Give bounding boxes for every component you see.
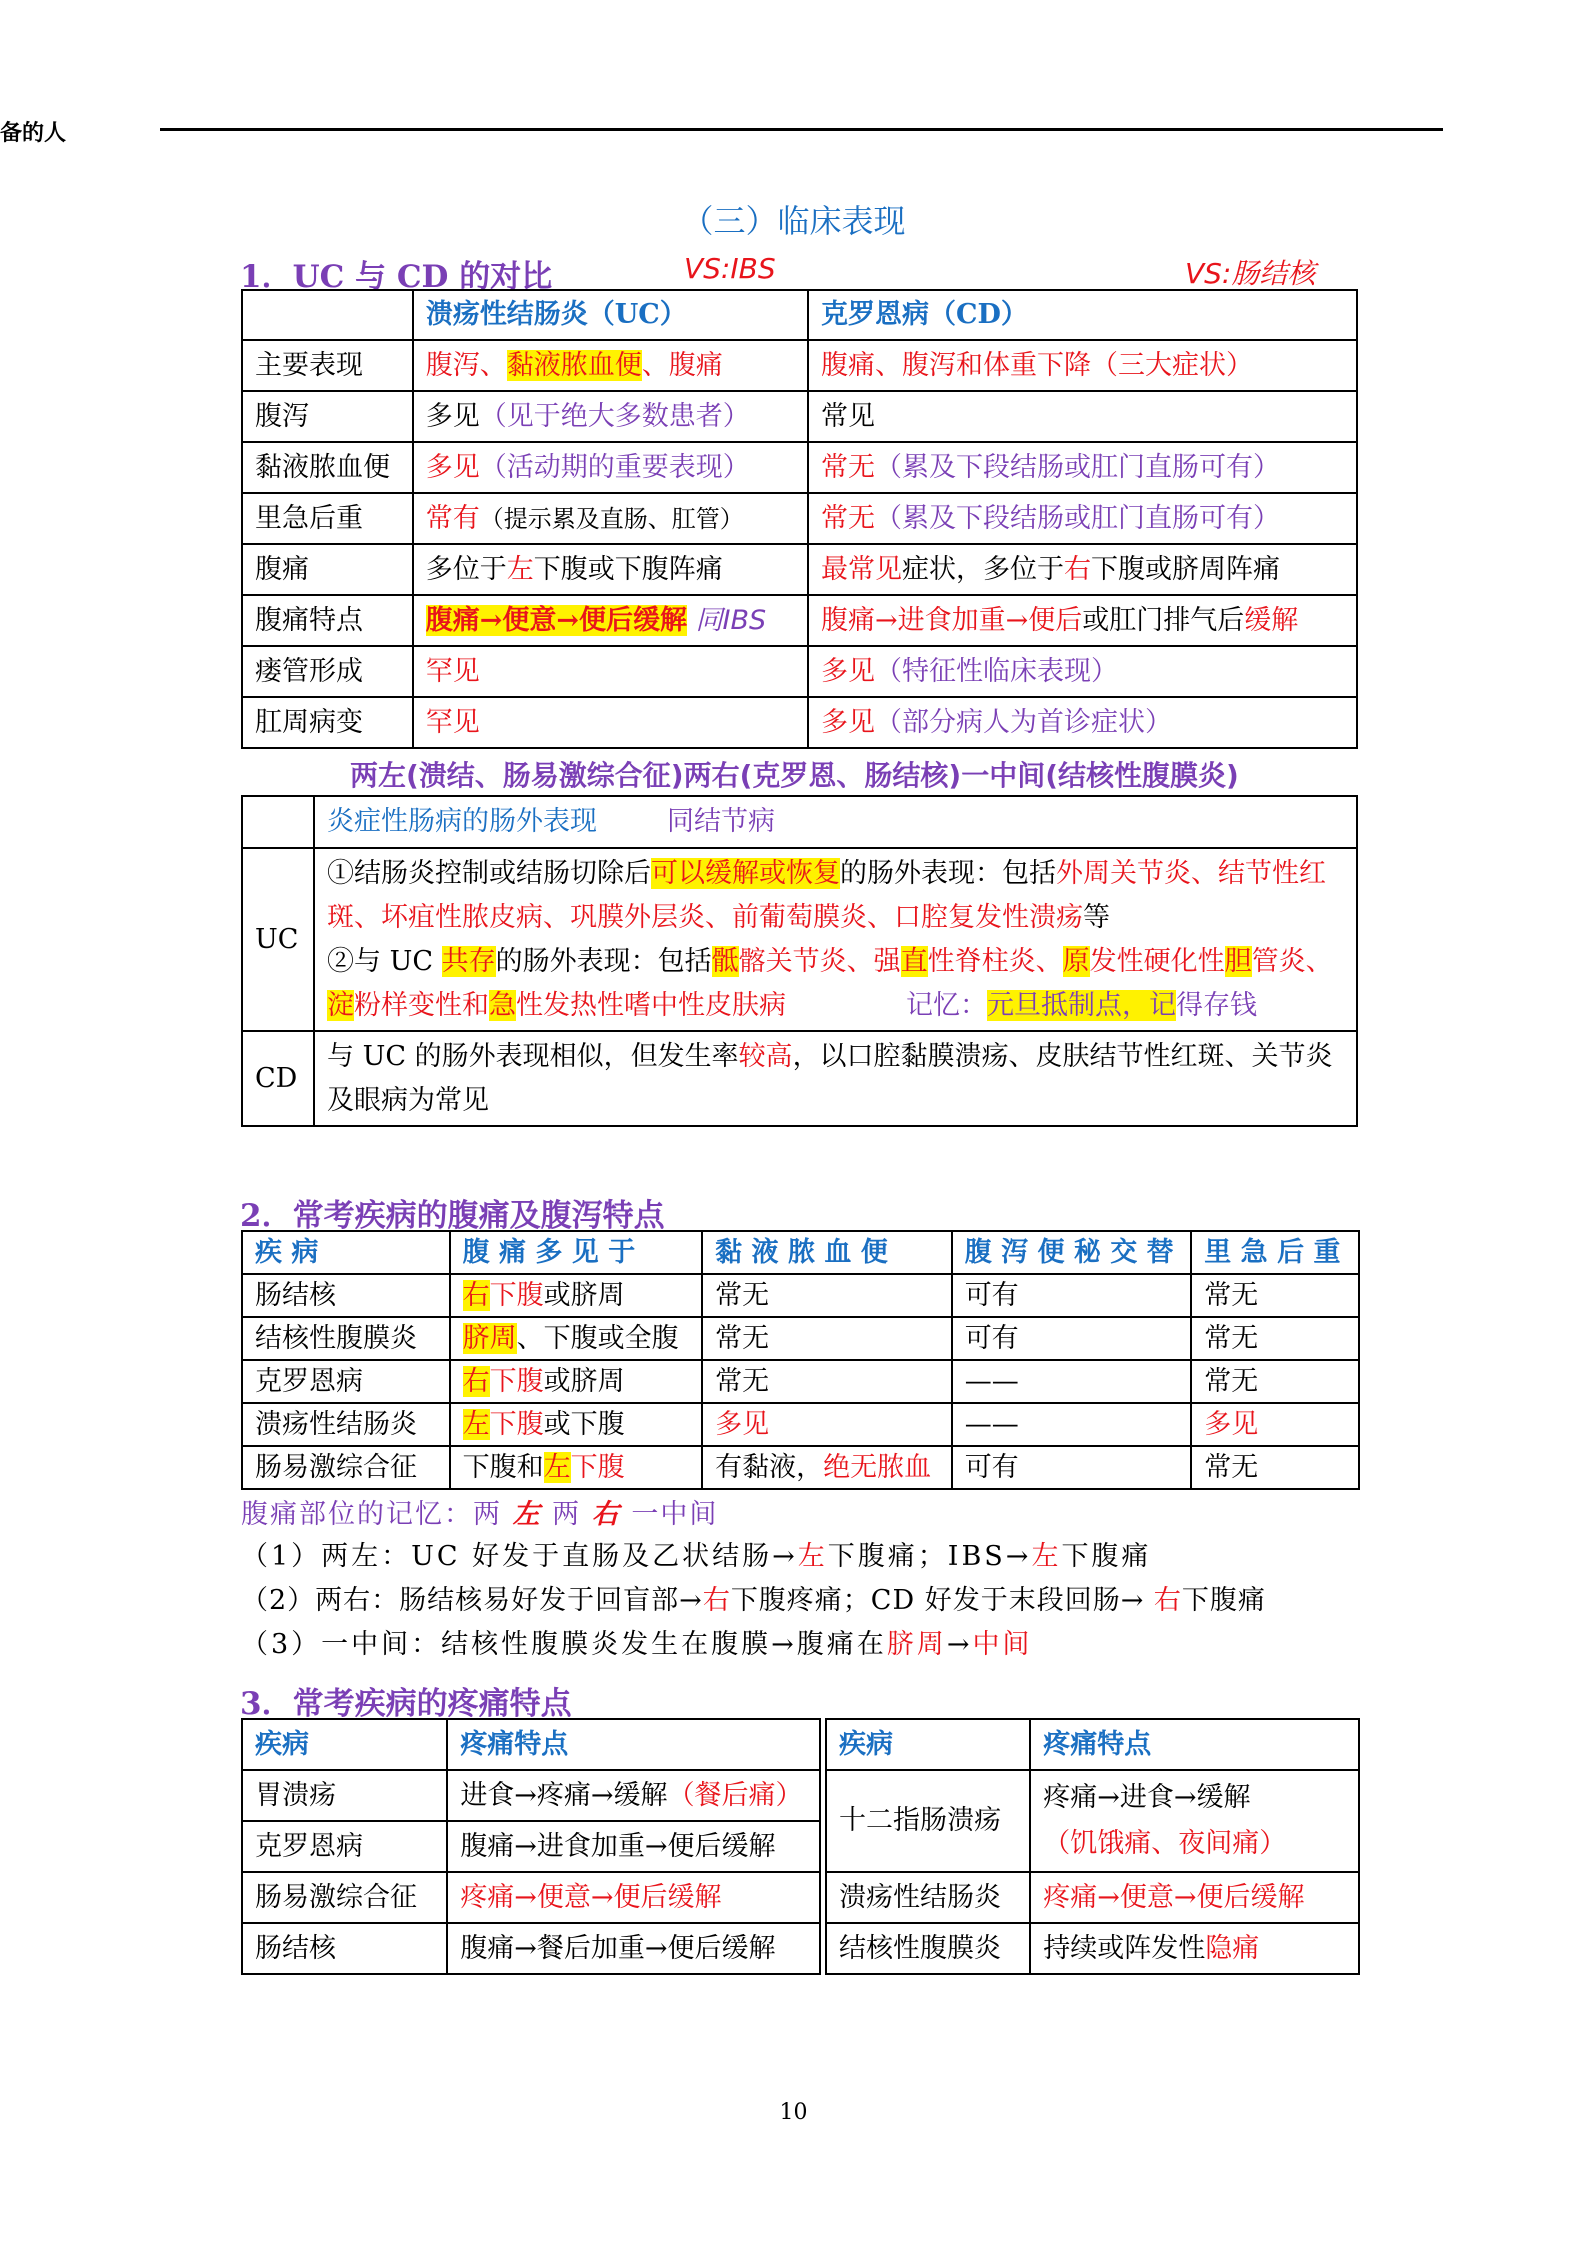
highlight-text: 左 (543, 1451, 571, 1483)
cell-text: 最常见 (821, 553, 903, 585)
row-label: CD (242, 1031, 314, 1126)
highlight-text: 元旦抵制点，记 (986, 989, 1176, 1021)
note-text: 脐周 (886, 1629, 947, 1660)
row-label: 克罗恩病 (242, 1360, 450, 1403)
pain-features-table-left (241, 1718, 821, 1975)
cell-text: 常有 (425, 502, 480, 534)
table-cell (413, 544, 808, 595)
table-cell (808, 697, 1357, 748)
table-header: 疼痛特点 (1030, 1719, 1359, 1770)
table-row (242, 595, 1357, 646)
table-header: 腹 泻 便 秘 交 替 (952, 1231, 1192, 1274)
cell-text: 缓解 (1244, 604, 1299, 636)
highlight-text: 急 (488, 989, 516, 1021)
table-cell: 常见 (808, 391, 1357, 442)
row-label: 溃疡性结肠炎 (242, 1403, 450, 1446)
page-heading: （三）临床表现 (681, 202, 906, 240)
table-row (242, 1923, 820, 1974)
row-label: 结核性腹膜炎 (826, 1923, 1030, 1974)
cell-text: 左 (506, 553, 534, 585)
row-label: 黏液脓血便 (242, 442, 413, 493)
cell-text: 多见 (821, 655, 876, 687)
cell-text: 下腹和 (462, 1451, 544, 1483)
highlight-text: 黏液脓血便 (506, 349, 642, 381)
note-text: （3）一中间：结核性腹膜炎发生在腹膜→腹痛在 (241, 1629, 887, 1660)
highlight-text: 右 (462, 1279, 490, 1311)
cell-text: （累及下段结肠或肛门直肠可有） (875, 451, 1281, 483)
cell-text: ，以口腔黏膜溃疡、皮肤结节性红斑、关节炎及眼病为常见 (326, 1040, 1333, 1116)
table-cell (808, 595, 1357, 646)
cell-text: 等 (1082, 901, 1110, 933)
cell-text: 腹泻、 (425, 349, 507, 381)
row-label: 主要表现 (242, 340, 413, 391)
table-header: 疾 病 (242, 1231, 450, 1274)
note-text: 两 (541, 1499, 592, 1530)
note-text: 下腹痛 (1181, 1585, 1266, 1616)
cell-text: 右 (1064, 553, 1092, 585)
cell-text: 疼痛→进食→缓解 (1043, 1782, 1251, 1813)
cell-text: 绝无脓血 (823, 1451, 932, 1483)
highlight-text: 骶 (711, 945, 739, 977)
table-row (242, 1872, 820, 1923)
cell-text: （特征性临床表现） (875, 655, 1119, 687)
highlight-text: 原 (1062, 945, 1090, 977)
vs-ibs-note: VS:IBS (684, 252, 776, 285)
cell-text: 下腹或下腹阵痛 (533, 553, 723, 585)
row-label: 腹泻 (242, 391, 413, 442)
table-row (826, 1872, 1359, 1923)
table-cell: 多见 (702, 1403, 952, 1446)
cell-text: 隐痛 (1205, 1932, 1260, 1964)
table-cell: 常无 (1191, 1360, 1359, 1403)
cell-text: （饥饿痛、夜间痛） (1043, 1828, 1287, 1859)
cell-text: 性发热性嗜中性皮肤病 (515, 989, 786, 1021)
note-text: （2）两右：肠结核易好发于回盲部→ (241, 1585, 703, 1616)
table-cell: 腹痛→餐后加重→便后缓解 (447, 1923, 820, 1974)
cell-text: ②与 UC (326, 945, 442, 977)
table-cell: 罕见 (413, 646, 808, 697)
table-cell: —— (952, 1360, 1192, 1403)
row-label: 腹痛 (242, 544, 413, 595)
row-label: 肠易激综合征 (242, 1446, 450, 1489)
pain-features-table-right (825, 1718, 1360, 1975)
section-3-title: 3．常考疾病的疼痛特点 (240, 1686, 572, 1722)
table-cell (808, 442, 1357, 493)
note-text: 下腹疼痛；CD 好发于末段回肠→ (730, 1585, 1154, 1616)
table-header: 腹 痛 多 见 于 (450, 1231, 703, 1274)
table-cell: 常无 (1191, 1274, 1359, 1317)
table-cell (808, 493, 1357, 544)
note-text: 下腹痛 (1061, 1541, 1152, 1572)
row-label: 肠结核 (242, 1923, 447, 1974)
table-cell: 可有 (952, 1446, 1192, 1489)
table-cell (314, 796, 1357, 848)
cell-text: 多见 (425, 400, 480, 432)
note-text: 左 (797, 1541, 828, 1572)
cell-text: （提示累及直肠、肛管） (479, 504, 744, 533)
cell-text: 常无 (821, 451, 876, 483)
cell-text: ①结肠炎控制或结肠切除后 (326, 857, 651, 889)
cell-text: 有黏液， (715, 1451, 824, 1483)
table-cell: 腹痛、腹泻和体重下降（三大症状） (808, 340, 1357, 391)
cell-text: （部分病人为首诊症状） (875, 706, 1173, 738)
cell-text: 下腹 (489, 1365, 544, 1397)
table-row (242, 391, 1357, 442)
header-uc: 溃疡性结肠炎（UC） (413, 290, 808, 340)
page-number: 10 (779, 2100, 808, 2125)
table-cell (413, 493, 808, 544)
cell-text: 下腹 (489, 1408, 544, 1440)
table-cell (314, 848, 1357, 1031)
note-text: → (946, 1629, 973, 1660)
highlight-text: 腹痛→便意→便后缓解 (425, 604, 687, 636)
abdominal-pain-table (241, 1230, 1360, 1490)
cell-text: 多见 (425, 451, 480, 483)
note-text: 中间 (972, 1629, 1033, 1660)
table-cell (450, 1403, 703, 1446)
table-cell: 常无 (1191, 1446, 1359, 1489)
table-cell: 疼痛→便意→便后缓解 (447, 1872, 820, 1923)
cell-text: 的肠外表现：包括 (839, 857, 1056, 889)
cell-text: 较高 (738, 1040, 793, 1072)
table-cell: 腹痛→进食加重→便后缓解 (447, 1821, 820, 1872)
cell-text: 症状，多位于 (902, 553, 1065, 585)
table-cell (450, 1317, 703, 1360)
cell-text: 管炎、 (1251, 945, 1333, 977)
cell-text: 得存钱 (1175, 989, 1257, 1021)
table-header: 黏 液 脓 血 便 (702, 1231, 952, 1274)
table-row (242, 544, 1357, 595)
section-2-title: 2．常考疾病的腹痛及腹泻特点 (240, 1198, 665, 1234)
row-label: 肛周病变 (242, 697, 413, 748)
note-text: （1）两左：UC 好发于直肠及乙状结肠→ (241, 1541, 798, 1572)
note-text: 一中间 (620, 1499, 719, 1530)
vs-tb-note: VS:肠结核 (1185, 257, 1316, 290)
table-cell (1030, 1770, 1359, 1872)
table-cell (808, 544, 1357, 595)
table-cell: 常无 (702, 1317, 952, 1360)
cell-text: 的肠外表现：包括 (495, 945, 712, 977)
table-cell: —— (952, 1403, 1192, 1446)
note-line-3 (241, 1622, 1032, 1661)
table-header: 疾病 (242, 1719, 447, 1770)
cell-text: 下腹 (570, 1451, 625, 1483)
note-text: 下腹痛；IBS→ (827, 1541, 1032, 1572)
highlight-text: 直 (900, 945, 928, 977)
table-row (242, 1274, 1359, 1317)
table-cell: 常无 (1191, 1317, 1359, 1360)
cell-text: 、腹痛 (641, 349, 723, 381)
table-cell (450, 1360, 703, 1403)
cell-text: （餐后痛） (667, 1779, 803, 1811)
extraintestinal-table (241, 795, 1358, 1127)
row-label: 十二指肠溃疡 (826, 1770, 1030, 1872)
highlight-text: 脐周 (462, 1322, 517, 1354)
table-row (242, 1821, 820, 1872)
handwritten-note: 同IBS (695, 604, 767, 636)
row-label: 克罗恩病 (242, 1821, 447, 1872)
table-cell: 罕见 (413, 697, 808, 748)
cell-text: 常无 (821, 502, 876, 534)
table-row (242, 442, 1357, 493)
cell-text: 或肛门排气后 (1082, 604, 1245, 636)
cell-text: 腹痛→进食加重→便后 (821, 604, 1083, 636)
table-cell (242, 290, 413, 340)
highlight-text: 胆 (1224, 945, 1252, 977)
cell-text: （见于绝大多数患者） (479, 400, 750, 432)
section-1-title: 1．UC 与 CD 的对比 (240, 259, 553, 295)
table-row (242, 697, 1357, 748)
table-cell (808, 646, 1357, 697)
row-label: 肠结核 (242, 1274, 450, 1317)
table-cell: 可有 (952, 1317, 1192, 1360)
ext-header-note: 同结节病 (666, 806, 775, 837)
cell-text: 进食→疼痛→缓解 (460, 1779, 668, 1811)
cell-text: （活动期的重要表现） (479, 451, 750, 483)
row-label: 结核性腹膜炎 (242, 1317, 450, 1360)
table-cell: 多见 (1191, 1403, 1359, 1446)
cell-text: 髂关节炎、强 (738, 945, 901, 977)
table-cell: 可有 (952, 1274, 1192, 1317)
row-label: 溃疡性结肠炎 (826, 1872, 1030, 1923)
cell-text: 下腹或脐周阵痛 (1091, 553, 1281, 585)
table-row (242, 1770, 820, 1821)
table-row (826, 1770, 1359, 1872)
cell-text: 、下腹或全腹 (516, 1322, 679, 1354)
table-row (242, 1360, 1359, 1403)
table-row (242, 1403, 1359, 1446)
table-cell (447, 1770, 820, 1821)
table-cell (450, 1274, 703, 1317)
ext-header: 炎症性肠病的肠外表现 (326, 806, 597, 837)
uc-cd-compare-table (241, 289, 1358, 749)
table-cell: 常无 (702, 1274, 952, 1317)
table-cell (702, 1446, 952, 1489)
table-header: 里 急 后 重 (1191, 1231, 1359, 1274)
row-label: 瘘管形成 (242, 646, 413, 697)
row-label: UC (242, 848, 314, 1031)
note-line-2 (241, 1578, 1266, 1617)
highlight-text: 共存 (441, 945, 496, 977)
highlight-text: 左 (462, 1408, 490, 1440)
table-row (242, 646, 1357, 697)
cell-text: 或脐周 (543, 1365, 625, 1397)
cell-text: 发性硬化性 (1089, 945, 1225, 977)
header-cd: 克罗恩病（CD） (808, 290, 1357, 340)
note-text: 右 (702, 1585, 731, 1616)
highlight-text: 可以缓解或恢复 (650, 857, 840, 889)
cell-text: 持续或阵发性 (1043, 1932, 1206, 1964)
table-cell (314, 1031, 1357, 1126)
cell-text: 或下腹 (543, 1408, 625, 1440)
cell-text: 记忆： (905, 989, 987, 1021)
table-cell (413, 340, 808, 391)
row-label: 腹痛特点 (242, 595, 413, 646)
mnemonic-line: 两左(溃结、肠易激综合征)两右(克罗恩、肠结核)一中间(结核性腹膜炎) (350, 759, 1239, 792)
table-cell (413, 595, 808, 646)
highlight-text: 淀 (326, 989, 354, 1021)
cell-text: （累及下段结肠或肛门直肠可有） (875, 502, 1281, 534)
table-row (242, 1446, 1359, 1489)
table-cell (413, 391, 808, 442)
table-cell (242, 796, 314, 848)
cell-text: 下腹 (489, 1279, 544, 1311)
note-line-1 (241, 1534, 1151, 1573)
table-row (242, 1317, 1359, 1360)
table-header: 疾病 (826, 1719, 1030, 1770)
note-text: 右 (1153, 1585, 1182, 1616)
table-row (826, 1923, 1359, 1974)
cell-text: 多位于 (425, 553, 507, 585)
cell-text: 外周关节炎、结节性红斑、坏疽性脓皮病、巩膜外层炎、前葡萄膜炎、口腔复发性溃疡 (326, 857, 1326, 933)
table-cell (413, 442, 808, 493)
note-text: 左 (512, 1499, 542, 1530)
table-row (242, 340, 1357, 391)
note-text: 腹痛部位的记忆：两 (241, 1499, 513, 1530)
table-cell: 疼痛→便意→便后缓解 (1030, 1872, 1359, 1923)
cell-text: 粉样变性和 (353, 989, 489, 1021)
row-label: 里急后重 (242, 493, 413, 544)
header-fragment: 备的人 (0, 121, 67, 146)
note-text: 右 (591, 1499, 621, 1530)
cell-text: 或脐周 (543, 1279, 625, 1311)
row-label: 胃溃疡 (242, 1770, 447, 1821)
pain-location-mnemonic (241, 1492, 718, 1531)
table-cell (1030, 1923, 1359, 1974)
cell-text: 与 UC 的肠外表现相似，但发生率 (326, 1040, 739, 1072)
highlight-text: 右 (462, 1365, 490, 1397)
header-rule (160, 128, 1443, 131)
note-text: 左 (1031, 1541, 1062, 1572)
table-header: 疼痛特点 (447, 1719, 820, 1770)
cell-text: 多见 (821, 706, 876, 738)
table-cell (450, 1446, 703, 1489)
table-row (242, 493, 1357, 544)
table-cell: 常无 (702, 1360, 952, 1403)
cell-text: 性脊柱炎、 (927, 945, 1063, 977)
row-label: 肠易激综合征 (242, 1872, 447, 1923)
